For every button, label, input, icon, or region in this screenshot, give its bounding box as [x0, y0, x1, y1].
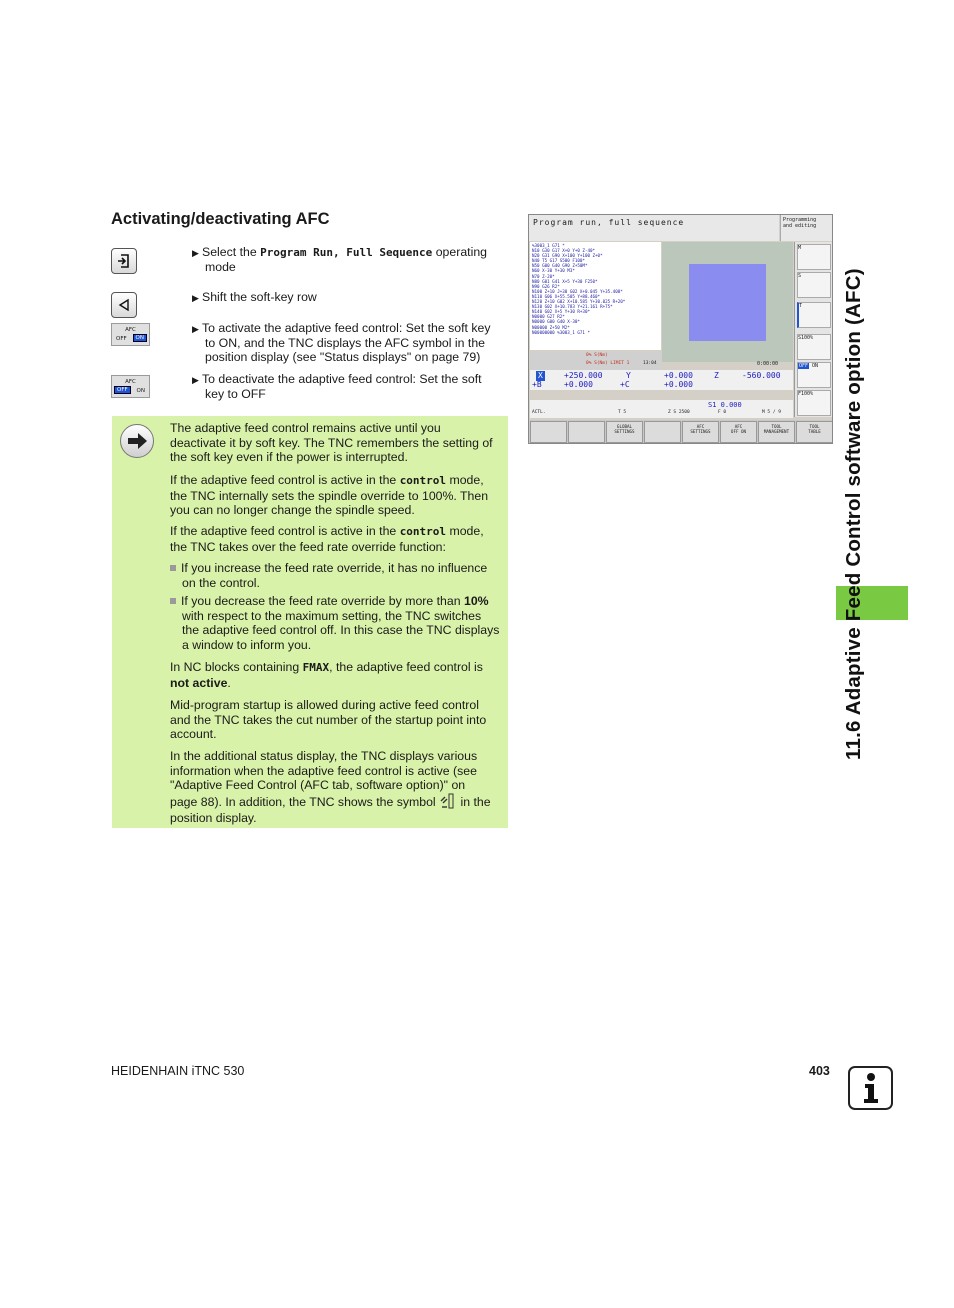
program-line: N130 G02 X+10.783 Y+21.161 R+75* [532, 304, 613, 310]
screen-softkey[interactable] [796, 421, 833, 443]
screen-softkey[interactable] [682, 421, 719, 443]
program-line: N50 G00 G40 G90 Z+50M* [532, 263, 588, 269]
screen-softkey[interactable] [644, 421, 681, 443]
softkey-label: MANAGEMENT [763, 429, 790, 434]
program-line: N120 Z+10 G02 X+10.585 Y+30.025 R+20* [532, 299, 626, 305]
program-line: %3003_1 G71 * [532, 243, 565, 248]
note-arrow-icon [120, 424, 154, 458]
info-icon [848, 1066, 893, 1110]
side-key-s100[interactable]: S100% [797, 334, 831, 360]
program-run-key[interactable] [111, 248, 137, 274]
chapter-vertical-title: 11.6 Adaptive Feed Control software option (AFC) [842, 268, 865, 760]
afc-symbol-icon [439, 793, 457, 811]
softkey-row [529, 420, 833, 444]
screen-softkey[interactable] [720, 421, 757, 443]
note-bullet-2: If you decrease the feed rate override by more than 10% with respect to the maximum setting, the TNC switches the adaptive feed control off. In this case the TNC displays a window to inform you. [170, 594, 500, 652]
screen-softkey[interactable] [606, 421, 643, 443]
program-line: N10 G30 G17 X+0 Y+0 Z-40* [532, 248, 596, 254]
bullet-square-icon [170, 598, 176, 604]
position-display: X +250.000 Y +0.000 Z -560.000 +B +0.000 +C +0.000 [530, 370, 793, 390]
program-line: N90 G26 R2* [532, 283, 560, 289]
bullet-square-icon [170, 565, 176, 571]
program-line: N80 G01 G41 X+5 Y+30 F250* [532, 278, 598, 284]
workpiece-square [689, 264, 766, 341]
softkey-label: GLOBAL [616, 424, 633, 429]
program-line: N60 X-30 Y+30 M3* [532, 268, 575, 274]
softkey-label: OFF ON [730, 429, 747, 434]
side-key-f100[interactable]: F100% [797, 390, 831, 416]
screen-header: Program run, full sequence [529, 215, 779, 241]
step-4: ▶ To deactivate the adaptive feed control: Set the soft key to OFF [192, 372, 482, 402]
note-paragraph-5: Mid-program startup is allowed during active feed control and the TNC takes the cut number of the startup point into account. [170, 698, 487, 741]
page-number: 403 [809, 1064, 830, 1078]
note-box [112, 416, 508, 828]
bullet-triangle-icon: ▶ [192, 293, 199, 303]
bullet-triangle-icon: ▶ [192, 324, 199, 334]
triangle-left-icon [117, 298, 131, 312]
note-paragraph-1: The adaptive feed control remains active until you deactivate it by soft key. The TNC remembers the setting of the soft key even if the power is interrupted. [170, 421, 493, 464]
screen-header-mode[interactable]: Programming and editing [780, 215, 833, 241]
graphics-window [662, 242, 793, 362]
status-area: 0% S(Nm) 0% S(Nm) LIMIT 1 13:04 [530, 352, 661, 370]
side-key-m[interactable]: M [797, 244, 831, 270]
program-line: N110 G06 X+55.505 Y+88.460* [532, 293, 601, 299]
program-line: N20 G31 G90 X+100 Y+100 Z+0* [532, 253, 603, 259]
program-line: N100 Z+10 J+30 G02 X+0.045 Y+35.408* [532, 288, 623, 294]
program-line: N140 G02 X+5 Y+30 R+30* [532, 309, 590, 315]
side-key-offon[interactable]: OFF ON [797, 362, 831, 388]
footer-product: HEIDENHAIN iTNC 530 [111, 1064, 245, 1078]
screen-softkey[interactable] [568, 421, 605, 443]
tnc-screen [528, 214, 833, 444]
softkey-label: SETTINGS [614, 429, 635, 434]
note-paragraph-3: If the adaptive feed control is active in the control mode, the TNC takes over the feed rate override function: [170, 524, 484, 554]
program-line: N00000 Z+50 M2* [532, 324, 570, 330]
section-heading: Activating/deactivating AFC [111, 210, 330, 228]
program-listing [530, 242, 661, 350]
note-paragraph-2: If the adaptive feed control is active in the control mode, the TNC internally sets the spindle override to 100%. Then you can no longer change the spindle speed. [170, 473, 489, 517]
softkey-label: TOOL [771, 424, 782, 429]
bullet-triangle-icon: ▶ [192, 375, 199, 385]
step-1: ▶ Select the Program Run, Full Sequence operating mode [192, 245, 487, 275]
softkey-label: AFC [734, 424, 743, 429]
screen-softkey[interactable] [530, 421, 567, 443]
program-line: N0000 G27 R2* [532, 314, 565, 320]
side-key-s[interactable]: S [797, 272, 831, 298]
step-2: ▶ Shift the soft-key row [192, 290, 317, 304]
softkey-label: SETTINGS [690, 429, 711, 434]
softkey-label: AFC [696, 424, 705, 429]
afc-softkey-off[interactable]: AFC OFF ON [111, 375, 150, 398]
side-softkeys [794, 242, 833, 417]
program-line: N0000 G00 G40 X-30* [532, 319, 580, 325]
program-line: N40 T5 G17 S500 F100* [532, 258, 585, 264]
program-line: N70 Z-20* [532, 273, 555, 279]
note-paragraph-6: In the additional status display, the TNC displays various information when the adaptive feed control is active (see "Adaptive Feed Control (AFC tab, software option)" on page 88). In addition, the TNC shows the symbol in the position display. [170, 749, 491, 825]
note-bullet-1: If you increase the feed rate override, it has no influence on the control. [170, 561, 500, 590]
screen-softkey[interactable] [758, 421, 795, 443]
spindle-display: S1 0.000 ACTL. T 5 Z S 2500 F 0 M 5 / 9 [530, 400, 793, 418]
softkey-label: TOOL [809, 424, 820, 429]
program-run-icon [116, 253, 132, 269]
bullet-triangle-icon: ▶ [192, 248, 199, 258]
softkey-label: TABLE [808, 429, 821, 434]
side-key-t[interactable]: T [797, 302, 831, 328]
shift-softkey-row-key[interactable] [111, 292, 137, 318]
timer: 0:00:00 [757, 361, 779, 367]
step-3: ▶ To activate the adaptive feed control: Set the soft key to ON, and the TNC displays the AFC symbol in the position display (see "Status displays" on page 79) [192, 321, 491, 365]
afc-softkey-on[interactable]: AFC OFF ON [111, 323, 150, 346]
note-paragraph-4: In NC blocks containing FMAX, the adaptive feed control is not active. [170, 660, 483, 690]
program-line: N00000000 %3003_1 G71 * [532, 329, 590, 335]
